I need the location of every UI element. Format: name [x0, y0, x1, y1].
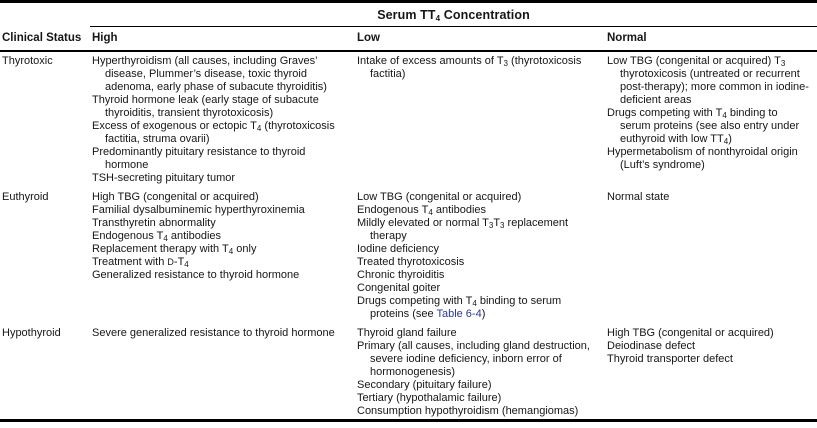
cell-high: [90, 327, 355, 418]
list-item: High TBG (congenital or acquired): [92, 191, 259, 203]
column-header-row: [0, 27, 817, 52]
list-item: Replacement therapy with $T_4$ only: [92, 243, 257, 256]
list-item: Consumption hypothyroidism (hemangiomas): [357, 405, 579, 417]
table-6-4-link[interactable]: Table 6-4: [436, 308, 482, 320]
cell-high: [90, 191, 355, 321]
list-item: Endogenous $T_4$ antibodies: [92, 230, 222, 243]
column-header-normal: Normal: [607, 32, 647, 44]
list-item: TSH-secreting pituitary tumor: [92, 172, 236, 184]
list-item: Low TBG (congenital or acquired) $T_3$ thyrotoxicosis (untreated or recurrent post-therapy); more common in iodine-deficient areas: [607, 55, 809, 106]
list-item: High TBG (congenital or acquired): [607, 327, 774, 339]
list-item: Tertiary (hypothalamic failure): [357, 392, 502, 404]
list-item: Low TBG (congenital or acquired): [357, 191, 522, 203]
list-item: Endogenous $T_4$ antibodies: [357, 204, 487, 217]
list-item: Transthyretin abnormality: [92, 217, 216, 229]
table-row: [0, 327, 817, 418]
list-item: Drugs competing with $T_4$ binding to serum proteins (see Table 6-4): [357, 295, 562, 320]
list-item: Thyroid transporter defect: [607, 353, 733, 365]
list-item: Treated thyrotoxicosis: [357, 256, 465, 268]
cell-low: [355, 327, 605, 418]
table-row: [0, 191, 817, 321]
list-item: Hyperthyroidism (all causes, including Graves’ disease, Plummer’s disease, toxic thyroid adenoma, early phase of subacute thyroiditis): [92, 55, 327, 93]
list-item: Thyroid gland failure: [357, 327, 457, 339]
clinical-status-label: Thyrotoxic: [2, 55, 53, 67]
list-item: Normal state: [607, 191, 670, 203]
list-item: Iodine deficiency: [357, 243, 439, 255]
list-item: Deiodinase defect: [607, 340, 696, 352]
clinical-status-label: Euthyroid: [2, 191, 49, 203]
list-item: Generalized resistance to thyroid hormone: [92, 269, 300, 281]
list-item: Predominantly pituitary resistance to thyroid hormone: [92, 146, 306, 171]
cell-high: [90, 55, 355, 185]
list-item: Hypermetabolism of nonthyroidal origin (Luft’s syndrome): [607, 146, 798, 171]
column-header-clinical-status: Clinical Status: [2, 32, 82, 44]
column-header-high: High: [92, 32, 118, 44]
column-header-low: Low: [357, 32, 380, 44]
cell-normal: [605, 55, 817, 185]
cell-normal: [605, 191, 817, 321]
table-row: [0, 55, 817, 185]
list-item: Thyroid hormone leak (early stage of subacute thyroiditis, transient thyrotoxicosis): [92, 94, 319, 119]
list-item: Chronic thyroiditis: [357, 269, 445, 281]
cell-normal: [605, 327, 817, 418]
list-item: Intake of excess amounts of $T_3$ (thyrotoxicosis factitia): [357, 55, 582, 80]
list-item: Severe generalized resistance to thyroid hormone: [92, 327, 335, 339]
cell-low: [355, 191, 605, 321]
list-item: Primary (all causes, including gland destruction, severe iodine deficiency, inborn error of hormonogenesis): [357, 340, 590, 378]
list-item: Secondary (pituitary failure): [357, 379, 492, 391]
table-bottom-rule: [0, 419, 817, 422]
list-item: Mildly elevated or normal $T_3T_3$ replacement therapy: [357, 217, 569, 242]
clinical-status-label: Hypothyroid: [2, 327, 61, 339]
cell-low: [355, 55, 605, 185]
table-title: Serum $TT_4$ Concentration: [90, 3, 817, 27]
table-body: [0, 52, 817, 418]
list-item: Excess of exogenous or ectopic $T_4$ (thyrotoxicosis factitia, struma ovarii): [92, 120, 335, 145]
list-item: Drugs competing with $T_4$ binding to serum proteins (see also entry under euthyroid with low $TT_4$): [607, 107, 800, 146]
table-top-rule: [0, 0, 817, 3]
list-item: Treatment with $D-T_4$: [92, 256, 189, 269]
list-item: Congenital goiter: [357, 282, 441, 294]
list-item: Familial dysalbuminemic hyperthyroxinemia: [92, 204, 305, 216]
